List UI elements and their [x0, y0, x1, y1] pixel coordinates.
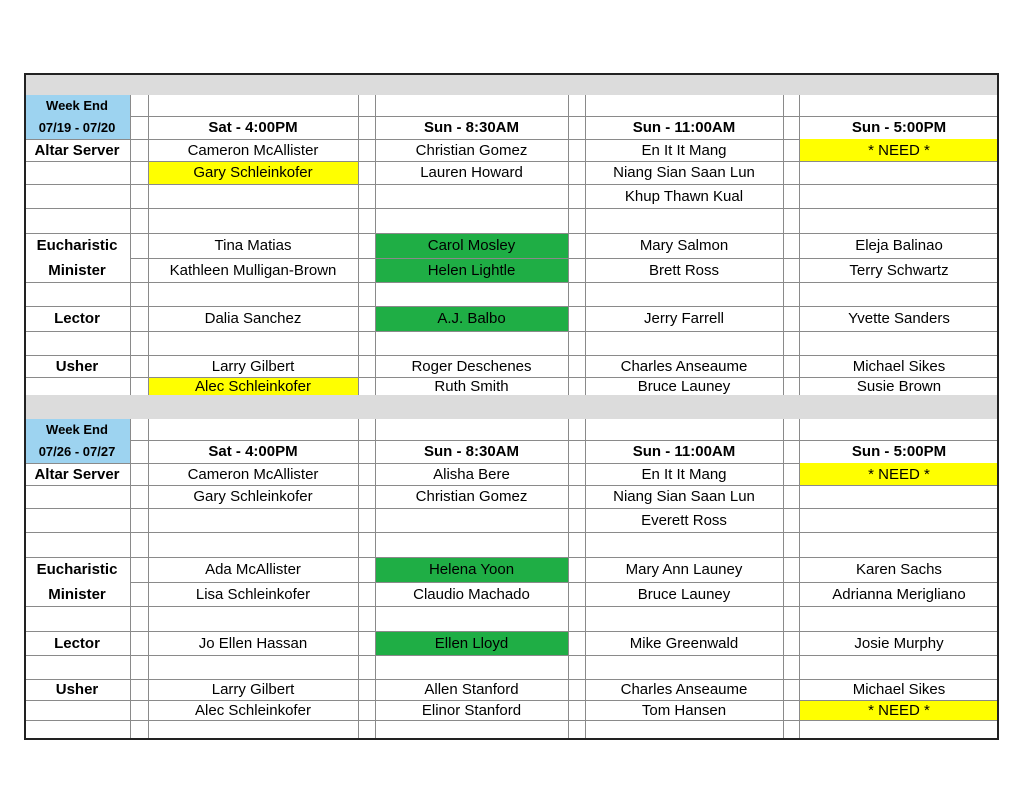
volunteer-name: Eleja Balinao	[855, 237, 943, 254]
grid-line	[24, 532, 999, 533]
volunteer-name: Brett Ross	[648, 261, 720, 279]
volunteer-name: Karen Sachs	[856, 561, 942, 578]
volunteer-name: * NEED *	[799, 463, 999, 485]
grid-line	[130, 419, 131, 738]
volunteer-name: Larry Gilbert	[211, 681, 295, 698]
volunteer-name: Mary Salmon	[639, 237, 729, 254]
volunteer-name: Charles Anseaume	[620, 357, 748, 375]
volunteer-name: Niang Sian Saan Lun	[613, 164, 755, 181]
grid-line	[130, 440, 999, 441]
volunteer-name: Helena Yoon	[375, 557, 568, 582]
volunteer-name: Kathleen Mulligan-Brown	[169, 261, 337, 279]
grid-line	[783, 95, 784, 395]
grid-line	[24, 233, 999, 234]
volunteer-name: Gary Schleinkofer	[193, 488, 313, 505]
role-label: Lector	[54, 310, 100, 327]
volunteer-name: En It It Mang	[641, 141, 727, 159]
grid-line	[24, 377, 999, 378]
volunteer-name: Charles Anseaume	[620, 681, 748, 698]
grid-line	[24, 508, 999, 509]
role-label: Minister	[48, 261, 106, 279]
volunteer-name: Everett Ross	[641, 511, 727, 529]
volunteer-name: Christian Gomez	[415, 488, 528, 505]
volunteer-name: Jo Ellen Hassan	[198, 634, 308, 652]
mass-time-header: Sat - 4:00PM	[208, 443, 298, 460]
week-separator-band	[24, 75, 999, 95]
role-label: Eucharistic	[36, 237, 118, 254]
volunteer-name: Carol Mosley	[375, 233, 568, 258]
volunteer-name: Josie Murphy	[854, 634, 944, 652]
grid-line	[24, 355, 999, 356]
volunteer-name: Niang Sian Saan Lun	[613, 488, 755, 505]
volunteer-name: Ada McAllister	[205, 561, 301, 578]
grid-line	[358, 95, 359, 395]
mass-time-header: Sat - 4:00PM	[208, 119, 298, 136]
volunteer-name: Ruth Smith	[434, 377, 509, 395]
mass-time-header: Sun - 5:00PM	[851, 443, 947, 460]
grid-line	[24, 161, 999, 162]
volunteer-name: Terry Schwartz	[849, 261, 949, 279]
grid-line	[24, 557, 999, 558]
grid-line	[799, 419, 800, 738]
volunteer-name: Khup Thawn Kual	[624, 187, 744, 205]
role-label: Usher	[55, 357, 99, 375]
volunteer-name: * NEED *	[799, 139, 999, 161]
role-label: Altar Server	[34, 141, 120, 159]
volunteer-name: Helen Lightle	[375, 258, 568, 282]
volunteer-name: Roger Deschenes	[411, 357, 532, 375]
volunteer-name: Larry Gilbert	[211, 357, 295, 375]
volunteer-name: Mary Ann Launey	[625, 561, 743, 578]
mass-time-header: Sun - 5:00PM	[851, 119, 947, 136]
grid-line	[783, 419, 784, 738]
grid-line	[585, 419, 586, 738]
grid-line	[375, 419, 376, 738]
volunteer-name: Lauren Howard	[420, 164, 523, 181]
grid-line	[568, 419, 569, 738]
grid-line	[24, 331, 999, 332]
volunteer-name: Bruce Launey	[637, 585, 731, 603]
volunteer-name: Tom Hansen	[641, 701, 727, 719]
grid-line	[130, 582, 999, 583]
volunteer-name: Alisha Bere	[433, 465, 510, 483]
volunteer-name: Jerry Farrell	[643, 310, 724, 327]
role-label: Eucharistic	[36, 561, 118, 578]
grid-line	[24, 720, 999, 721]
volunteer-name: A.J. Balbo	[375, 306, 568, 331]
role-label: Altar Server	[34, 465, 120, 483]
role-label: Lector	[54, 634, 100, 652]
grid-line	[375, 95, 376, 395]
volunteer-name: Ellen Lloyd	[375, 631, 568, 655]
grid-line	[130, 258, 999, 259]
volunteer-name: Adrianna Merigliano	[832, 585, 966, 603]
mass-time-header: Sun - 8:30AM	[423, 443, 519, 460]
grid-line	[24, 700, 999, 701]
volunteer-name: Yvette Sanders	[848, 310, 950, 327]
grid-line	[358, 419, 359, 738]
volunteer-name: Mike Greenwald	[629, 634, 739, 652]
volunteer-name: Allen Stanford	[424, 681, 519, 698]
mass-time-header: Sun - 11:00AM	[632, 443, 736, 460]
week-dates: 07/26 - 07/27	[24, 440, 130, 463]
volunteer-name: Susie Brown	[856, 377, 942, 395]
volunteer-name: Alec Schleinkofer	[148, 377, 358, 395]
grid-line	[148, 95, 149, 395]
grid-line	[568, 95, 569, 395]
grid-line	[24, 184, 999, 185]
mass-time-header: Sun - 8:30AM	[423, 119, 519, 136]
grid-line	[24, 208, 999, 209]
role-label: Usher	[55, 681, 99, 698]
grid-line	[24, 282, 999, 283]
volunteer-name: Bruce Launey	[637, 377, 731, 395]
week-end-label: Week End	[24, 419, 130, 440]
grid-line	[24, 631, 999, 632]
week-end-label: Week End	[24, 95, 130, 116]
volunteer-name: Cameron McAllister	[187, 465, 319, 483]
volunteer-name: En It It Mang	[641, 465, 727, 483]
grid-line	[24, 306, 999, 307]
grid-line	[799, 95, 800, 395]
volunteer-name: Gary Schleinkofer	[148, 161, 358, 184]
volunteer-name: Michael Sikes	[852, 357, 946, 375]
mass-time-header: Sun - 11:00AM	[632, 119, 736, 136]
grid-line	[24, 606, 999, 607]
grid-line	[148, 419, 149, 738]
grid-line	[130, 116, 999, 117]
volunteer-name: Lisa Schleinkofer	[195, 585, 311, 603]
grid-line	[130, 95, 131, 395]
volunteer-name: Cameron McAllister	[187, 141, 319, 159]
week-dates: 07/19 - 07/20	[24, 116, 130, 139]
volunteer-name: Elinor Stanford	[421, 701, 522, 719]
volunteer-name: Dalia Sanchez	[204, 310, 302, 327]
role-label: Minister	[48, 585, 106, 603]
volunteer-name: * NEED *	[799, 700, 999, 720]
volunteer-name: Tina Matias	[214, 237, 292, 254]
grid-line	[585, 95, 586, 395]
volunteer-name: Christian Gomez	[415, 141, 528, 159]
volunteer-name: Claudio Machado	[413, 585, 530, 603]
grid-line	[24, 655, 999, 656]
week-separator-band	[24, 395, 999, 419]
volunteer-name: Alec Schleinkofer	[195, 701, 311, 719]
grid-line	[24, 679, 999, 680]
volunteer-name: Michael Sikes	[852, 681, 946, 698]
grid-line	[24, 485, 999, 486]
